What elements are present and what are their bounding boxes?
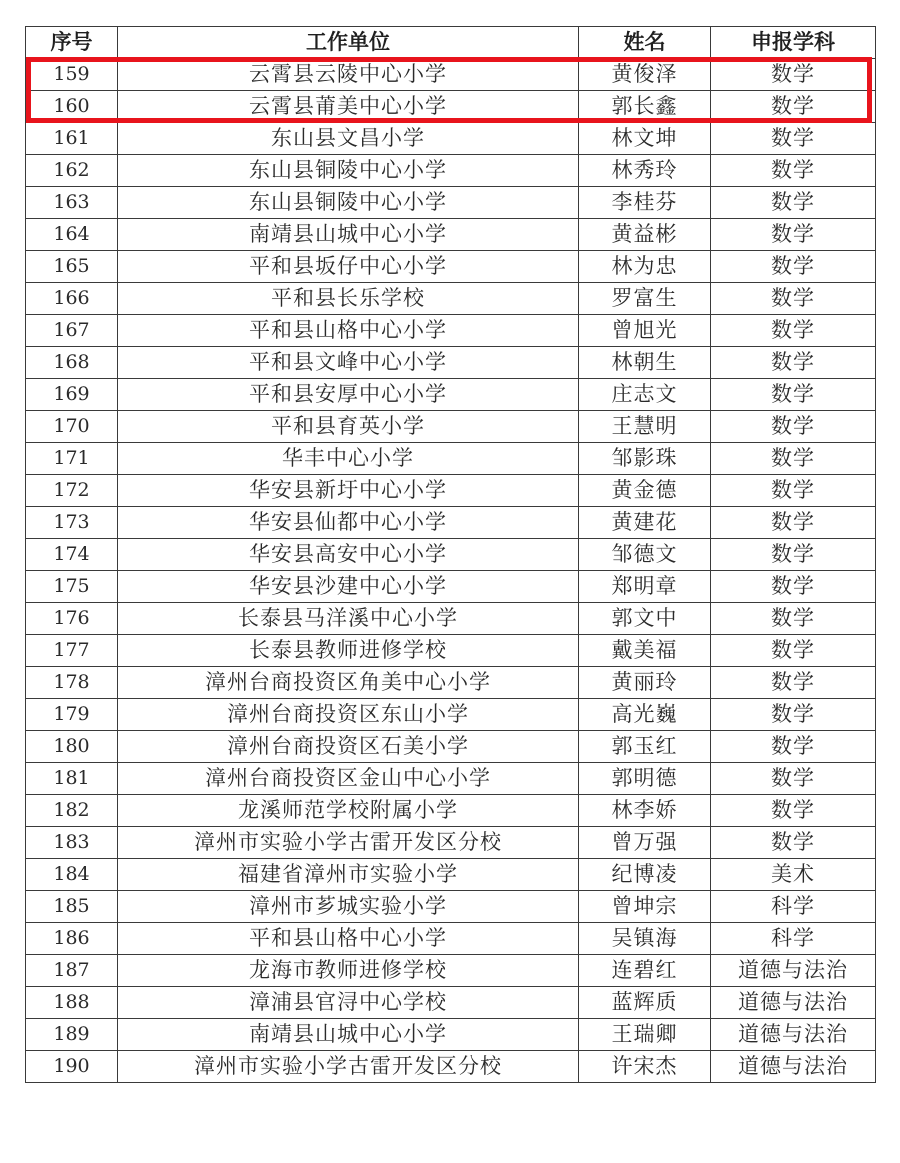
cell-unit: 漳州市实验小学古雷开发区分校: [118, 1051, 579, 1083]
cell-unit: 平和县安厚中心小学: [118, 379, 579, 411]
table-row: [26, 443, 876, 475]
roster-table: [25, 26, 876, 1083]
cell-name: 邹影珠: [579, 443, 711, 475]
cell-index: 164: [26, 219, 118, 251]
roster-table-container: [25, 26, 875, 1083]
cell-index: 189: [26, 1019, 118, 1051]
cell-name: 戴美福: [579, 635, 711, 667]
table-header-row: [26, 27, 876, 59]
cell-unit: 长泰县马洋溪中心小学: [118, 603, 579, 635]
cell-index: 175: [26, 571, 118, 603]
cell-index: 176: [26, 603, 118, 635]
cell-subject: 数学: [711, 731, 876, 763]
cell-index: 186: [26, 923, 118, 955]
table-row: [26, 411, 876, 443]
cell-subject: 数学: [711, 379, 876, 411]
cell-subject: 数学: [711, 411, 876, 443]
table-row: [26, 251, 876, 283]
cell-name: 曾旭光: [579, 315, 711, 347]
cell-index: 166: [26, 283, 118, 315]
cell-subject: 数学: [711, 763, 876, 795]
cell-subject: 数学: [711, 283, 876, 315]
cell-name: 林秀玲: [579, 155, 711, 187]
cell-index: 188: [26, 987, 118, 1019]
cell-index: 180: [26, 731, 118, 763]
cell-index: 161: [26, 123, 118, 155]
cell-subject: 数学: [711, 603, 876, 635]
cell-name: 黄益彬: [579, 219, 711, 251]
cell-name: 郭明德: [579, 763, 711, 795]
cell-index: 172: [26, 475, 118, 507]
table-row: [26, 987, 876, 1019]
cell-subject: 数学: [711, 667, 876, 699]
cell-unit: 南靖县山城中心小学: [118, 1019, 579, 1051]
cell-unit: 漳州台商投资区金山中心小学: [118, 763, 579, 795]
cell-unit: 漳州市实验小学古雷开发区分校: [118, 827, 579, 859]
table-row: [26, 731, 876, 763]
header-name: 姓名: [579, 27, 711, 59]
table-row: [26, 475, 876, 507]
cell-unit: 东山县铜陵中心小学: [118, 187, 579, 219]
table-row: [26, 283, 876, 315]
cell-index: 177: [26, 635, 118, 667]
cell-name: 连碧红: [579, 955, 711, 987]
cell-name: 黄丽玲: [579, 667, 711, 699]
cell-name: 罗富生: [579, 283, 711, 315]
cell-index: 178: [26, 667, 118, 699]
cell-unit: 平和县育英小学: [118, 411, 579, 443]
cell-name: 李桂芬: [579, 187, 711, 219]
cell-unit: 龙溪师范学校附属小学: [118, 795, 579, 827]
table-row: [26, 123, 876, 155]
cell-unit: 华安县沙建中心小学: [118, 571, 579, 603]
cell-subject: 数学: [711, 91, 876, 123]
cell-name: 吴镇海: [579, 923, 711, 955]
cell-unit: 漳州台商投资区石美小学: [118, 731, 579, 763]
cell-subject: 数学: [711, 347, 876, 379]
header-unit: 工作单位: [118, 27, 579, 59]
cell-subject: 道德与法治: [711, 955, 876, 987]
cell-subject: 科学: [711, 923, 876, 955]
cell-subject: 道德与法治: [711, 987, 876, 1019]
cell-index: 170: [26, 411, 118, 443]
cell-subject: 数学: [711, 59, 876, 91]
cell-index: 167: [26, 315, 118, 347]
cell-unit: 平和县长乐学校: [118, 283, 579, 315]
table-row: [26, 315, 876, 347]
cell-index: 163: [26, 187, 118, 219]
cell-subject: 数学: [711, 251, 876, 283]
cell-subject: 数学: [711, 539, 876, 571]
table-row: [26, 891, 876, 923]
cell-subject: 美术: [711, 859, 876, 891]
cell-subject: 数学: [711, 475, 876, 507]
cell-index: 159: [26, 59, 118, 91]
cell-unit: 华安县仙都中心小学: [118, 507, 579, 539]
cell-index: 171: [26, 443, 118, 475]
cell-name: 邹德文: [579, 539, 711, 571]
table-row: [26, 59, 876, 91]
cell-unit: 华丰中心小学: [118, 443, 579, 475]
table-row: [26, 827, 876, 859]
cell-name: 庄志文: [579, 379, 711, 411]
cell-subject: 科学: [711, 891, 876, 923]
cell-name: 高光巍: [579, 699, 711, 731]
table-row: [26, 603, 876, 635]
cell-unit: 平和县山格中心小学: [118, 923, 579, 955]
cell-subject: 道德与法治: [711, 1019, 876, 1051]
cell-name: 郭文中: [579, 603, 711, 635]
table-row: [26, 923, 876, 955]
cell-name: 曾坤宗: [579, 891, 711, 923]
cell-name: 王瑞卿: [579, 1019, 711, 1051]
cell-subject: 数学: [711, 635, 876, 667]
cell-subject: 数学: [711, 123, 876, 155]
cell-subject: 数学: [711, 795, 876, 827]
cell-index: 187: [26, 955, 118, 987]
cell-name: 许宋杰: [579, 1051, 711, 1083]
cell-index: 160: [26, 91, 118, 123]
table-row: [26, 955, 876, 987]
cell-unit: 福建省漳州市实验小学: [118, 859, 579, 891]
cell-subject: 数学: [711, 443, 876, 475]
table-row: [26, 507, 876, 539]
table-body: [26, 59, 876, 1083]
table-row: [26, 635, 876, 667]
cell-unit: 平和县坂仔中心小学: [118, 251, 579, 283]
table-row: [26, 699, 876, 731]
table-row: [26, 91, 876, 123]
cell-subject: 数学: [711, 315, 876, 347]
cell-subject: 数学: [711, 219, 876, 251]
cell-index: 182: [26, 795, 118, 827]
cell-subject: 数学: [711, 187, 876, 219]
cell-index: 168: [26, 347, 118, 379]
cell-unit: 漳州市芗城实验小学: [118, 891, 579, 923]
cell-unit: 平和县文峰中心小学: [118, 347, 579, 379]
cell-name: 曾万强: [579, 827, 711, 859]
cell-name: 黄建花: [579, 507, 711, 539]
cell-index: 185: [26, 891, 118, 923]
table-row: [26, 1019, 876, 1051]
table-row: [26, 347, 876, 379]
cell-name: 郭长鑫: [579, 91, 711, 123]
cell-index: 181: [26, 763, 118, 795]
cell-subject: 数学: [711, 699, 876, 731]
cell-name: 纪博凌: [579, 859, 711, 891]
cell-index: 165: [26, 251, 118, 283]
cell-index: 183: [26, 827, 118, 859]
cell-unit: 漳州台商投资区东山小学: [118, 699, 579, 731]
table-row: [26, 763, 876, 795]
cell-subject: 数学: [711, 155, 876, 187]
table-row: [26, 379, 876, 411]
cell-index: 174: [26, 539, 118, 571]
cell-unit: 平和县山格中心小学: [118, 315, 579, 347]
cell-unit: 长泰县教师进修学校: [118, 635, 579, 667]
cell-unit: 漳浦县官浔中心学校: [118, 987, 579, 1019]
cell-name: 郑明章: [579, 571, 711, 603]
cell-index: 190: [26, 1051, 118, 1083]
cell-name: 林李娇: [579, 795, 711, 827]
cell-index: 173: [26, 507, 118, 539]
cell-subject: 数学: [711, 507, 876, 539]
table-row: [26, 219, 876, 251]
cell-subject: 数学: [711, 827, 876, 859]
cell-name: 蓝辉质: [579, 987, 711, 1019]
cell-index: 162: [26, 155, 118, 187]
table-row: [26, 859, 876, 891]
table-row: [26, 795, 876, 827]
cell-unit: 云霄县莆美中心小学: [118, 91, 579, 123]
table-row: [26, 1051, 876, 1083]
cell-index: 184: [26, 859, 118, 891]
cell-index: 179: [26, 699, 118, 731]
cell-subject: 道德与法治: [711, 1051, 876, 1083]
table-row: [26, 571, 876, 603]
table-row: [26, 667, 876, 699]
cell-unit: 东山县文昌小学: [118, 123, 579, 155]
table-row: [26, 539, 876, 571]
header-subject: 申报学科: [711, 27, 876, 59]
cell-name: 林朝生: [579, 347, 711, 379]
cell-name: 黄金德: [579, 475, 711, 507]
cell-unit: 龙海市教师进修学校: [118, 955, 579, 987]
cell-index: 169: [26, 379, 118, 411]
cell-unit: 华安县新圩中心小学: [118, 475, 579, 507]
header-index: 序号: [26, 27, 118, 59]
cell-name: 黄俊泽: [579, 59, 711, 91]
cell-name: 林文坤: [579, 123, 711, 155]
cell-name: 郭玉红: [579, 731, 711, 763]
cell-name: 王慧明: [579, 411, 711, 443]
cell-unit: 华安县高安中心小学: [118, 539, 579, 571]
cell-subject: 数学: [711, 571, 876, 603]
cell-unit: 东山县铜陵中心小学: [118, 155, 579, 187]
cell-name: 林为忠: [579, 251, 711, 283]
table-row: [26, 187, 876, 219]
cell-unit: 南靖县山城中心小学: [118, 219, 579, 251]
table-row: [26, 155, 876, 187]
cell-unit: 云霄县云陵中心小学: [118, 59, 579, 91]
cell-unit: 漳州台商投资区角美中心小学: [118, 667, 579, 699]
